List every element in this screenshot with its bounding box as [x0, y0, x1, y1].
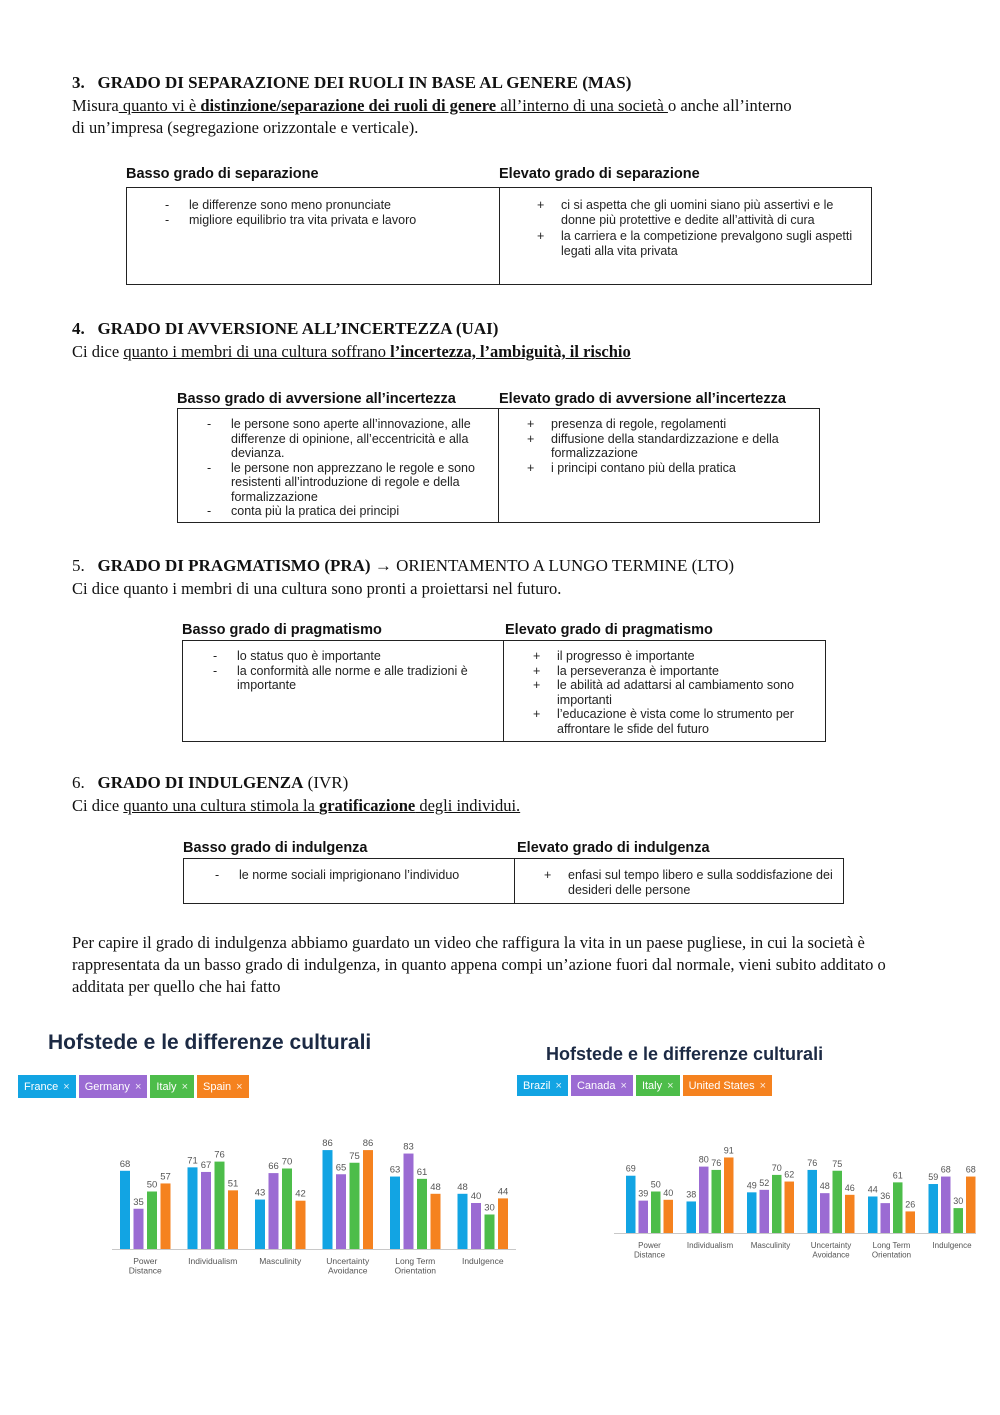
data-label: 48 — [457, 1181, 468, 1193]
section-title: GRADO DI SEPARAZIONE DEI RUOLI IN BASE AL GENERE (MAS) — [97, 73, 632, 92]
data-label: 67 — [200, 1159, 212, 1171]
bar — [296, 1201, 306, 1249]
chip-label: Italy — [641, 1079, 663, 1092]
table-header-low: Basso grado di avversione all’incertezza — [177, 391, 456, 407]
chip-label: Canada — [576, 1079, 616, 1092]
bar — [626, 1176, 636, 1233]
list-item: - le persone non apprezzano le regole e sono resistenti all’introduzione di regole e della formalizzazione — [207, 460, 475, 504]
close-icon[interactable]: × — [759, 1079, 767, 1092]
desc-underlined: degli individui. — [415, 796, 521, 815]
table-header-high: Elevato grado di indulgenza — [517, 840, 710, 856]
desc-underlined: quanto i membri di una cultura soffrano — [123, 342, 391, 361]
table-divider — [498, 409, 499, 522]
data-label: 44 — [867, 1184, 878, 1195]
table-header-high: Elevato grado di pragmatismo — [505, 622, 713, 638]
category-label: Uncertainty — [810, 1241, 852, 1250]
bar — [639, 1201, 649, 1233]
bar-chart — [0, 1025, 520, 1285]
data-label: 39 — [638, 1188, 649, 1199]
list-low — [207, 417, 481, 519]
category-label: Masculinity — [259, 1256, 302, 1266]
category-label: Power — [638, 1241, 661, 1250]
bar — [833, 1171, 843, 1233]
chip-label: Brazil — [523, 1079, 551, 1092]
data-label: 44 — [497, 1186, 509, 1198]
bar — [785, 1182, 795, 1233]
table-header-high: Elevato grado di avversione all’incertezza — [499, 391, 786, 407]
section-3-description — [72, 95, 792, 139]
list-high — [533, 649, 807, 736]
bar-chart — [510, 1040, 990, 1270]
section-number: 6. — [72, 773, 85, 792]
bar — [687, 1201, 697, 1233]
list-low — [215, 868, 499, 883]
chip-label: United States — [688, 1079, 755, 1092]
section-5-description — [72, 578, 561, 600]
bar — [966, 1177, 976, 1233]
desc-underlined: quanto una cultura stimola la — [123, 796, 319, 815]
bar — [390, 1177, 400, 1249]
category-label: Orientation — [394, 1265, 437, 1276]
section-title-suffix: (IVR) — [303, 773, 349, 792]
bar — [417, 1179, 427, 1249]
data-label: 61 — [892, 1170, 903, 1181]
data-label: 26 — [905, 1199, 916, 1210]
bar — [929, 1184, 939, 1233]
category-label: Power — [133, 1256, 158, 1266]
category-label: Orientation — [871, 1250, 912, 1260]
section-title-suffix: → ORIENTAMENTO A LUNGO TERMINE (LTO) — [370, 556, 735, 575]
category-label: Distance — [128, 1265, 162, 1276]
chip-label: France — [24, 1080, 59, 1093]
data-label: 71 — [187, 1155, 198, 1167]
close-icon[interactable]: × — [181, 1080, 188, 1093]
list-high — [537, 198, 863, 258]
category-label: Uncertainty — [326, 1256, 370, 1266]
data-label: 86 — [362, 1138, 374, 1150]
table-box — [177, 408, 820, 523]
data-label: 91 — [723, 1145, 734, 1156]
list-item: + diffusione della standardizzazione e della formalizzazione — [527, 431, 779, 460]
data-label: 68 — [965, 1164, 976, 1175]
bar — [458, 1194, 468, 1249]
category-label: Indulgence — [461, 1256, 504, 1266]
list-item: + ci si aspetta che gli uomini siano più assertivi e le donne più protettive e dedite all’attività di cura — [537, 198, 834, 227]
list-item: - le differenze sono meno pronunciate — [165, 198, 391, 212]
data-label: 30 — [953, 1196, 964, 1207]
close-icon[interactable]: × — [667, 1079, 674, 1092]
section-title: GRADO DI PRAGMATISMO (PRA) — [97, 556, 371, 575]
chip-label: Germany — [84, 1080, 130, 1093]
section-number: 3. — [72, 73, 85, 92]
data-label: 70 — [771, 1162, 782, 1173]
data-label: 86 — [322, 1138, 333, 1150]
comparison-table-pra — [182, 622, 828, 744]
desc-underlined: all’interno di una società — [496, 96, 668, 115]
desc-text: Misura — [72, 96, 119, 115]
data-label: 52 — [759, 1177, 770, 1188]
bar — [323, 1150, 333, 1249]
table-box — [183, 858, 844, 904]
table-box — [182, 640, 826, 742]
list-item: + enfasi sul tempo libero e sulla soddisfazione dei desideri delle persone — [544, 868, 833, 897]
data-label: 46 — [844, 1182, 855, 1193]
list-item: - conta più la pratica dei principi — [207, 504, 400, 518]
table-header-low: Basso grado di pragmatismo — [182, 622, 382, 638]
data-label: 42 — [295, 1188, 306, 1200]
bar — [161, 1183, 171, 1249]
bar — [404, 1154, 414, 1249]
bar — [431, 1194, 441, 1249]
bar — [363, 1150, 373, 1249]
bar — [881, 1203, 891, 1233]
list-high — [544, 868, 833, 897]
bar — [269, 1173, 279, 1249]
data-label: 35 — [133, 1196, 144, 1208]
list-item: - la conformità alle norme e alle tradizioni è importante — [213, 663, 468, 692]
data-label: 75 — [349, 1150, 360, 1162]
section-number: 4. — [72, 319, 85, 338]
data-label: 48 — [819, 1181, 830, 1192]
section-4-heading — [72, 318, 498, 340]
data-label: 30 — [484, 1202, 495, 1214]
bar — [147, 1192, 157, 1250]
table-divider — [503, 641, 504, 741]
bar — [201, 1172, 211, 1249]
list-high — [527, 417, 801, 475]
comparison-table-uai — [177, 391, 822, 525]
desc-text: o anche all’interno — [667, 96, 792, 115]
bar — [808, 1170, 818, 1233]
bar — [120, 1171, 130, 1249]
data-label: 83 — [403, 1141, 414, 1153]
data-label: 36 — [880, 1191, 891, 1202]
table-header-high: Elevato grado di separazione — [499, 166, 700, 182]
list-item: - migliore equilibrio tra vita privata e lavoro — [165, 212, 417, 227]
category-label: Long Term — [872, 1241, 911, 1250]
comparison-table-mas — [126, 166, 873, 288]
bar — [134, 1209, 144, 1249]
bar — [350, 1163, 360, 1249]
list-item: - le persone sono aperte all’innovazione, alle differenze di opinione, all’eccentricità e alla devianza. — [207, 417, 471, 460]
hofstede-chart-1 — [0, 1025, 520, 1285]
section-6-heading — [72, 772, 348, 794]
data-label: 51 — [227, 1178, 239, 1190]
bar — [215, 1162, 225, 1249]
list-low — [165, 198, 489, 227]
data-label: 80 — [698, 1154, 709, 1165]
category-label: Individualism — [686, 1241, 734, 1250]
bar — [845, 1195, 855, 1233]
desc-emphasis: l’incertezza, l’ambiguità, il rischio — [390, 342, 631, 361]
section-title: GRADO DI AVVERSIONE ALL’INCERTEZZA (UAI) — [97, 319, 499, 338]
section-6-description — [72, 795, 520, 817]
bar — [336, 1174, 346, 1249]
bar — [471, 1203, 481, 1249]
data-label: 50 — [650, 1179, 661, 1190]
table-divider — [499, 188, 500, 284]
data-label: 59 — [928, 1172, 939, 1183]
list-item: - le norme sociali imprigionano l’individuo — [215, 868, 460, 882]
bar — [747, 1192, 757, 1233]
desc-text: Ci dice — [72, 796, 124, 815]
bar — [188, 1167, 198, 1249]
category-label: Avoidance — [812, 1250, 850, 1260]
data-label: 66 — [268, 1161, 279, 1173]
section-5-heading — [72, 555, 734, 577]
data-label: 61 — [416, 1166, 428, 1178]
data-label: 48 — [430, 1181, 441, 1193]
category-label: Individualism — [188, 1256, 238, 1266]
list-item: + l’educazione è vista come lo strumento per affrontare le sfide del futuro — [533, 707, 794, 736]
chart-title: Hofstede e le differenze culturali — [546, 1044, 824, 1064]
bar — [820, 1193, 830, 1233]
category-label: Avoidance — [327, 1265, 368, 1276]
bar — [651, 1192, 661, 1234]
category-label: Distance — [633, 1250, 666, 1260]
list-item: - lo status quo è importante — [213, 649, 381, 663]
data-label: 50 — [146, 1179, 158, 1191]
bar — [228, 1190, 238, 1249]
desc-text: di un’impresa (segregazione orizzontale e verticale). — [72, 118, 419, 137]
data-label: 43 — [254, 1187, 266, 1199]
chip-label: Italy — [156, 1080, 177, 1093]
table-box — [126, 187, 872, 285]
body-paragraph: Per capire il grado di indulgenza abbiamo guardato un video che raffigura la vita in un paese pugliese, in cui la società è rappresentata da un basso grado di indulgenza, in quanto appena compi un’azione fuori dal normale, vieni subito additato o additata per quello che hai fatto — [72, 933, 886, 996]
desc-text: Ci dice — [72, 342, 124, 361]
list-item: + la perseveranza è importante — [533, 663, 719, 678]
bar — [724, 1157, 734, 1233]
data-label: 76 — [711, 1157, 722, 1168]
list-item: + il progresso è importante — [533, 649, 695, 663]
bar — [485, 1215, 495, 1250]
bar — [906, 1211, 916, 1233]
category-label: Masculinity — [750, 1241, 791, 1250]
bar — [699, 1167, 709, 1233]
desc-text: Ci dice quanto i membri di una cultura sono pronti a proiettarsi nel futuro. — [72, 579, 562, 598]
section-number: 5. — [72, 556, 85, 575]
data-label: 68 — [119, 1158, 131, 1170]
data-label: 38 — [686, 1189, 697, 1200]
list-low — [213, 649, 487, 693]
desc-emphasis: distinzione/separazione dei ruoli di genere — [200, 96, 497, 115]
bar — [498, 1198, 508, 1249]
list-item: + la carriera e la competizione prevalgono sugli aspetti legati alla vita privata — [537, 229, 853, 258]
chart-title: Hofstede e le differenze culturali — [48, 1031, 372, 1054]
category-label: Indulgence — [932, 1241, 972, 1250]
bar — [868, 1196, 878, 1233]
bar — [954, 1208, 964, 1233]
list-item: + le abilità ad adattarsi al cambiamento sono importanti — [533, 678, 794, 707]
data-label: 63 — [389, 1164, 401, 1176]
table-divider — [514, 859, 515, 903]
data-label: 76 — [214, 1149, 225, 1161]
data-label: 40 — [470, 1191, 482, 1202]
comparison-table-ivr — [183, 840, 847, 906]
bar — [893, 1182, 903, 1233]
desc-underlined: quanto vi è — [118, 96, 201, 115]
bar — [282, 1169, 292, 1250]
chip-label: Spain — [203, 1080, 232, 1093]
hofstede-chart-2 — [510, 1040, 990, 1270]
section-title: GRADO DI INDULGENZA — [97, 773, 304, 792]
close-icon[interactable]: × — [134, 1080, 142, 1093]
list-item: + presenza di regole, regolamenti — [527, 417, 727, 431]
bar — [760, 1190, 770, 1233]
data-label: 75 — [832, 1158, 843, 1169]
data-label: 76 — [807, 1157, 818, 1168]
data-label: 62 — [784, 1169, 795, 1180]
data-label: 40 — [663, 1187, 674, 1198]
data-label: 65 — [335, 1162, 347, 1174]
table-header-low: Basso grado di separazione — [126, 166, 319, 182]
bar — [772, 1175, 782, 1233]
bar — [941, 1177, 951, 1233]
data-label: 68 — [940, 1164, 951, 1175]
close-icon[interactable]: × — [555, 1079, 562, 1092]
close-icon[interactable]: × — [63, 1080, 70, 1093]
bar — [712, 1170, 722, 1233]
close-icon[interactable]: × — [236, 1080, 243, 1093]
data-label: 69 — [625, 1163, 636, 1174]
data-label: 57 — [160, 1171, 171, 1183]
close-icon[interactable]: × — [620, 1079, 627, 1092]
data-label: 70 — [281, 1156, 293, 1168]
data-label: 49 — [746, 1180, 757, 1191]
bar — [664, 1200, 674, 1233]
desc-emphasis: gratificazione — [318, 796, 416, 815]
section-4-description — [72, 341, 631, 363]
list-item: + i principi contano più della pratica — [527, 460, 736, 475]
section-3-heading — [72, 72, 631, 94]
bar — [255, 1200, 265, 1249]
category-label: Long Term — [395, 1256, 436, 1266]
table-header-low: Basso grado di indulgenza — [183, 840, 368, 856]
